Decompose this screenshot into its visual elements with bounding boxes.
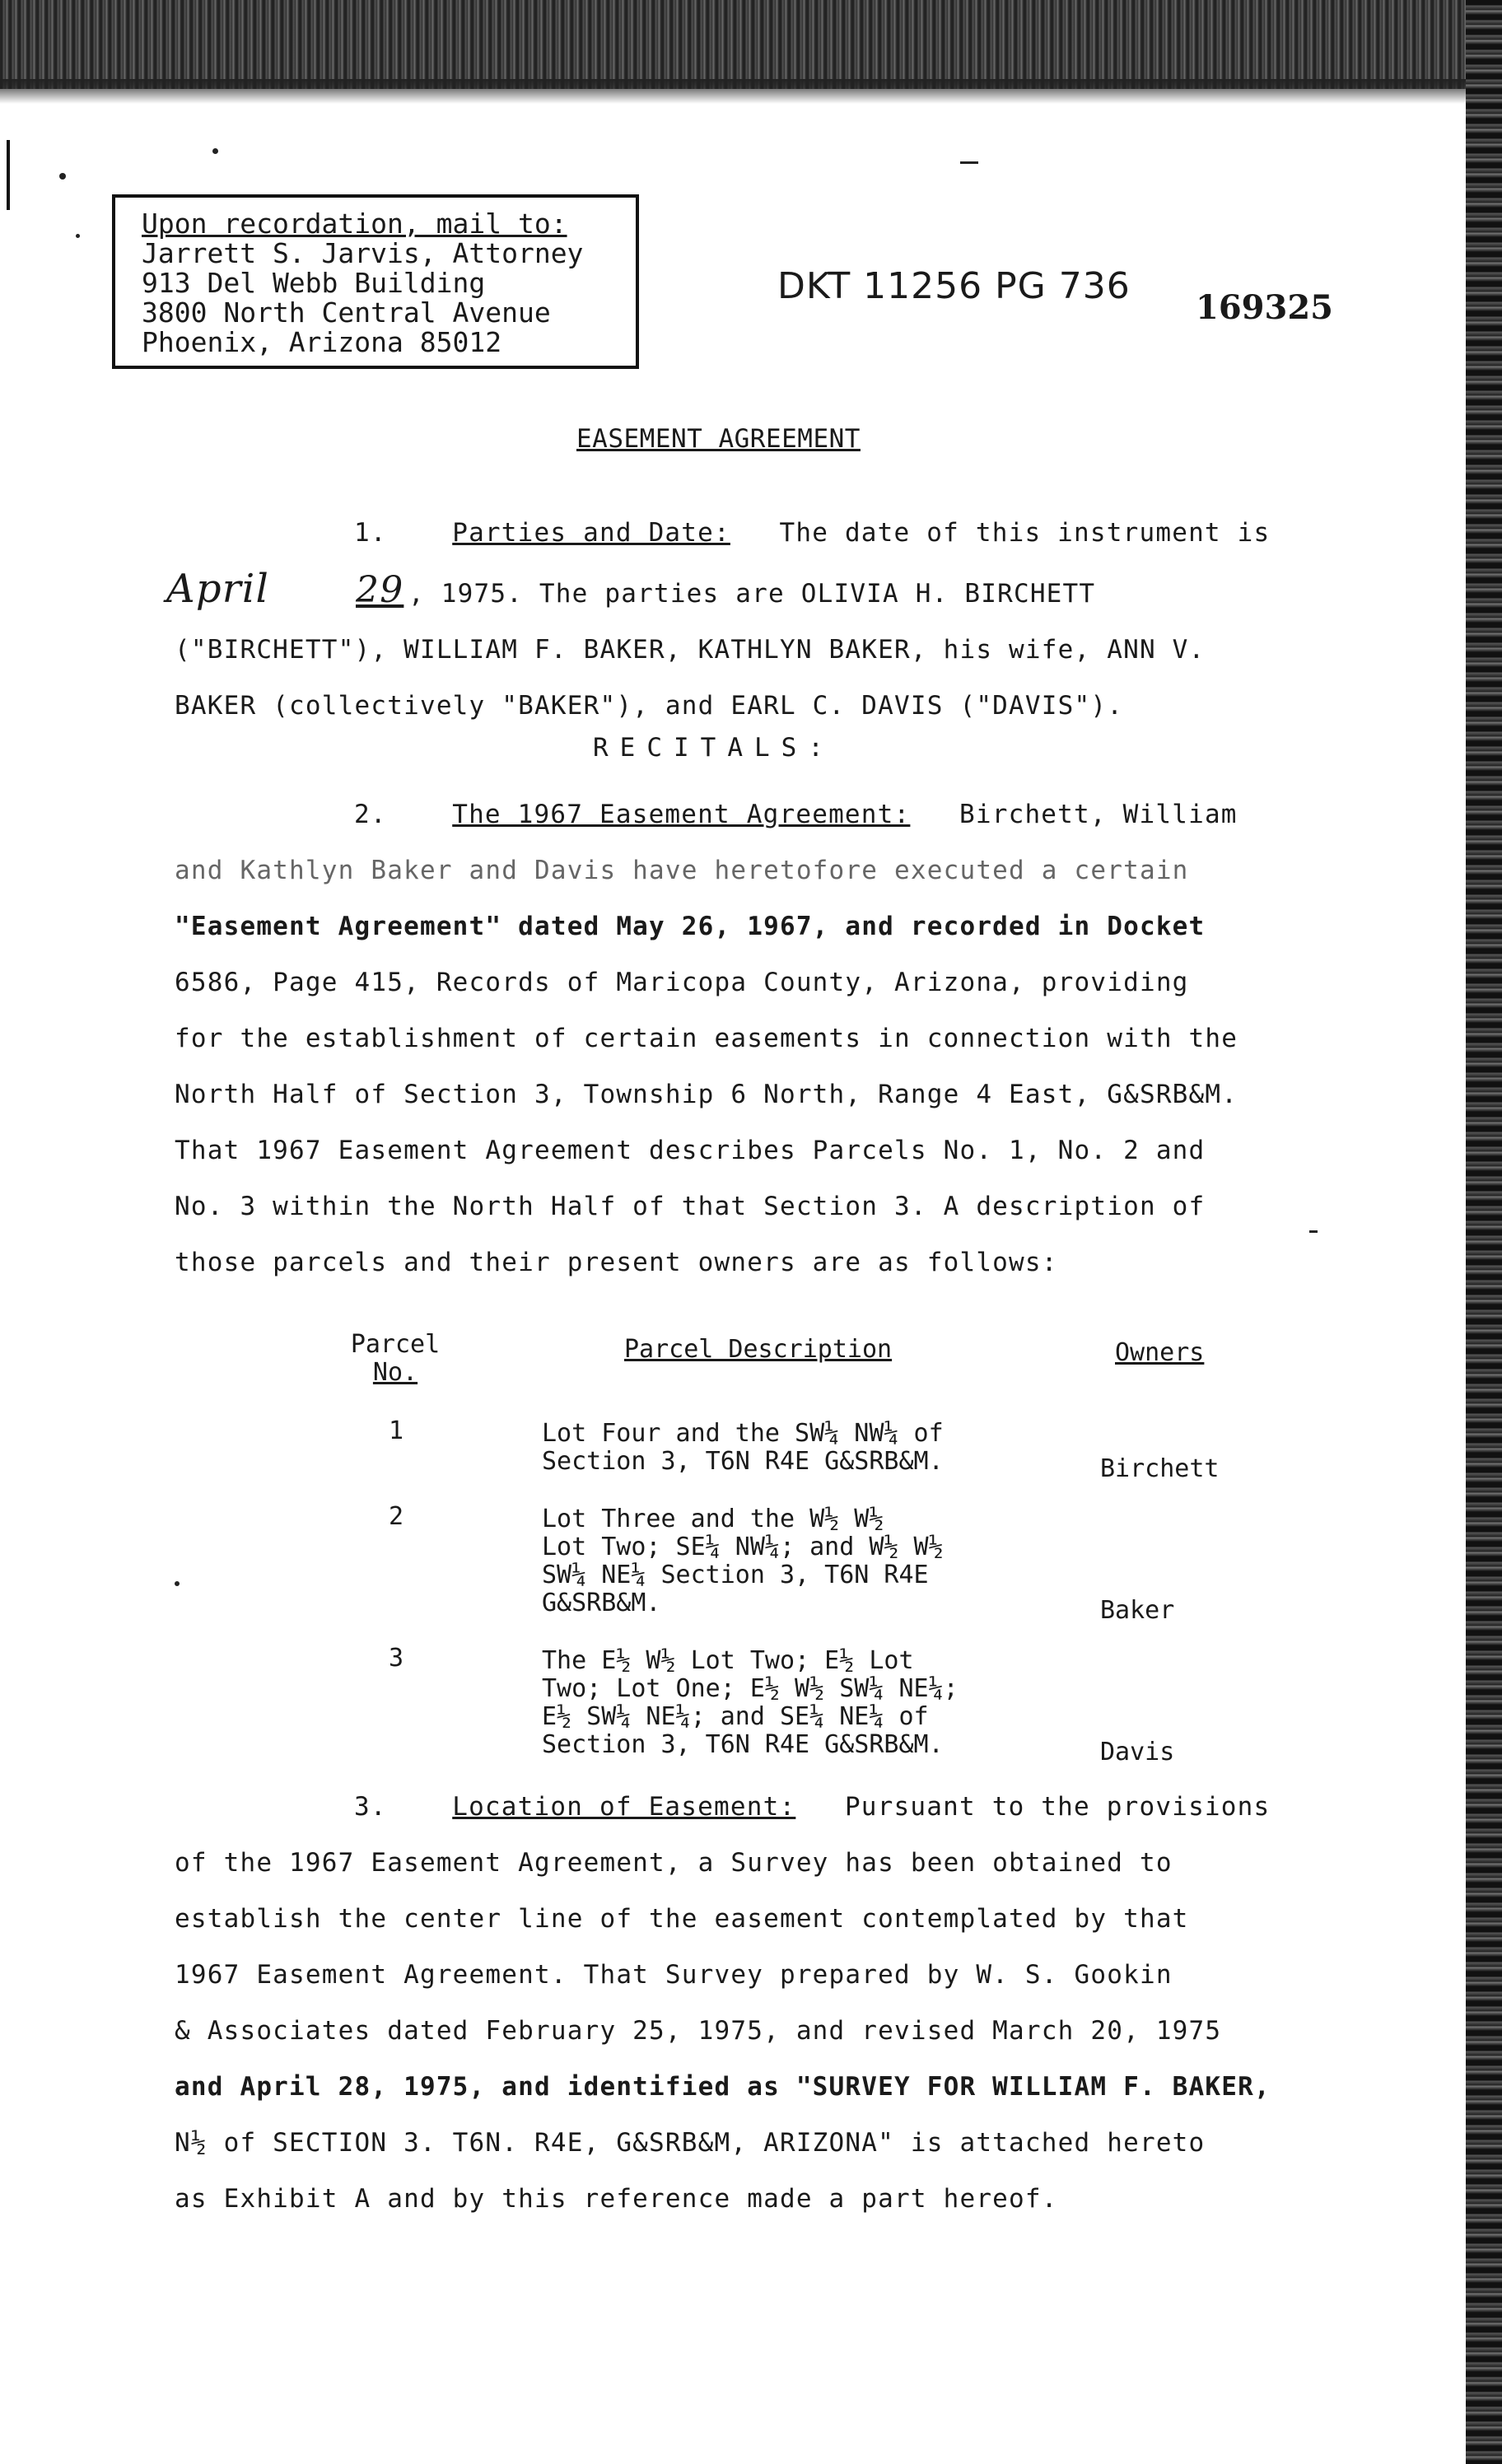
section-2	[175, 786, 1344, 1290]
section-1-line: ("BIRCHETT"), WILLIAM F. BAKER, KATHLYN BAKER, his wife, ANN V.	[175, 635, 1206, 665]
parcel-description: Lot Three and the W½ W½ Lot Two; SE¼ NW¼; and W½ W½ SW¼ NE¼ Section 3, T6N R4E G&SRB&M.	[542, 1505, 944, 1617]
recitals-heading: RECITALS:	[593, 733, 835, 763]
scan-speck	[175, 1581, 180, 1586]
table-header-owners: Owners	[1115, 1338, 1205, 1367]
mailing-heading: Upon recordation, mail to:	[142, 208, 567, 240]
handwritten-day: 29	[356, 569, 404, 611]
scan-speck	[76, 234, 80, 238]
section-2-line: No. 3 within the North Half of that Section 3. A description of	[175, 1192, 1206, 1221]
scan-speck	[960, 161, 978, 164]
section-1-number: 1.	[354, 518, 387, 548]
mailing-line: 913 Del Webb Building	[142, 267, 486, 299]
section-3-first-line: Pursuant to the provisions	[844, 1792, 1271, 1822]
scan-speck	[212, 148, 218, 154]
section-3-line: establish the center line of the easement contemplated by that	[175, 1904, 1189, 1934]
parcel-owner: Davis	[1100, 1738, 1175, 1766]
table-header-parcel-no	[346, 1331, 445, 1387]
parcel-number: 2	[388, 1502, 404, 1531]
mailing-line: Jarrett S. Jarvis, Attorney	[142, 237, 584, 269]
section-3-label: Location of Easement:	[452, 1792, 796, 1822]
parcel-number: 3	[388, 1644, 404, 1673]
section-3	[175, 1779, 1344, 2227]
scan-noise-top	[0, 0, 1502, 89]
section-1-line: , 1975. The parties are OLIVIA H. BIRCHETT	[408, 579, 1096, 609]
scan-speck	[59, 173, 66, 180]
section-2-first-line: Birchett, William	[959, 800, 1238, 829]
parcel-description: The E½ W½ Lot Two; E½ Lot Two; Lot One; E½ W½ SW¼ NE¼; E½ SW¼ NE¼; and SE¼ NE¼ of Section 3, T6N R4E G&SRB&M.	[542, 1646, 959, 1759]
section-3-line: 1967 Easement Agreement. That Survey prepared by W. S. Gookin	[175, 1960, 1173, 1990]
section-3-line: of the 1967 Easement Agreement, a Survey has been obtained to	[175, 1848, 1173, 1878]
scan-mark-left	[7, 140, 10, 210]
section-1-intro: The date of this instrument is	[779, 518, 1271, 548]
table-header-text: Parcel	[350, 1330, 441, 1359]
section-3-line: & Associates dated February 25, 1975, and revised March 20, 1975	[175, 2016, 1222, 2046]
section-2-line: and Kathlyn Baker and Davis have heretofore executed a certain	[175, 856, 1189, 885]
section-1-label: Parties and Date:	[452, 518, 730, 548]
section-3-number: 3.	[354, 1792, 387, 1822]
section-3-line: N½ of SECTION 3. T6N. R4E, G&SRB&M, ARIZONA" is attached hereto	[175, 2128, 1206, 2158]
parcel-owner: Baker	[1100, 1596, 1175, 1625]
mailing-line: Phoenix, Arizona 85012	[142, 326, 502, 358]
document-title: EASEMENT AGREEMENT	[576, 424, 861, 454]
section-1-line: BAKER (collectively "BAKER"), and EARL C. DAVIS ("DAVIS").	[175, 691, 1124, 721]
section-2-number: 2.	[354, 800, 387, 829]
section-2-line: "Easement Agreement" dated May 26, 1967, and recorded in Docket	[175, 912, 1206, 941]
scan-noise-right	[1466, 0, 1502, 2464]
mailing-line: 3800 North Central Avenue	[142, 296, 551, 329]
table-header-text: No.	[372, 1358, 418, 1387]
section-2-line: those parcels and their present owners are as follows:	[175, 1248, 1058, 1277]
handwritten-month: April	[166, 566, 270, 612]
scan-noise-fade	[0, 79, 1502, 104]
parcel-description: Lot Four and the SW¼ NW¼ of Section 3, T6N R4E G&SRB&M.	[542, 1419, 944, 1476]
section-2-line: 6586, Page 415, Records of Maricopa County, Arizona, providing	[175, 968, 1189, 997]
section-2-line: for the establishment of certain easements in connection with the	[175, 1024, 1238, 1053]
section-1	[166, 505, 1344, 734]
section-3-line: and April 28, 1975, and identified as "SURVEY FOR WILLIAM F. BAKER,	[175, 2072, 1271, 2102]
section-2-line: That 1967 Easement Agreement describes Parcels No. 1, No. 2 and	[175, 1136, 1206, 1165]
document-number: 169325	[1196, 288, 1333, 327]
parcel-number: 1	[388, 1416, 404, 1445]
section-2-label: The 1967 Easement Agreement:	[452, 800, 911, 829]
section-2-line: North Half of Section 3, Township 6 North, Range 4 East, G&SRB&M.	[175, 1080, 1238, 1109]
table-header-description: Parcel Description	[624, 1335, 893, 1364]
parcel-owner: Birchett	[1100, 1454, 1220, 1483]
mailing-address-box	[112, 194, 639, 369]
section-3-line: as Exhibit A and by this reference made a part hereof.	[175, 2184, 1058, 2214]
docket-stamp: DKT 11256 PG 736	[777, 265, 1131, 307]
